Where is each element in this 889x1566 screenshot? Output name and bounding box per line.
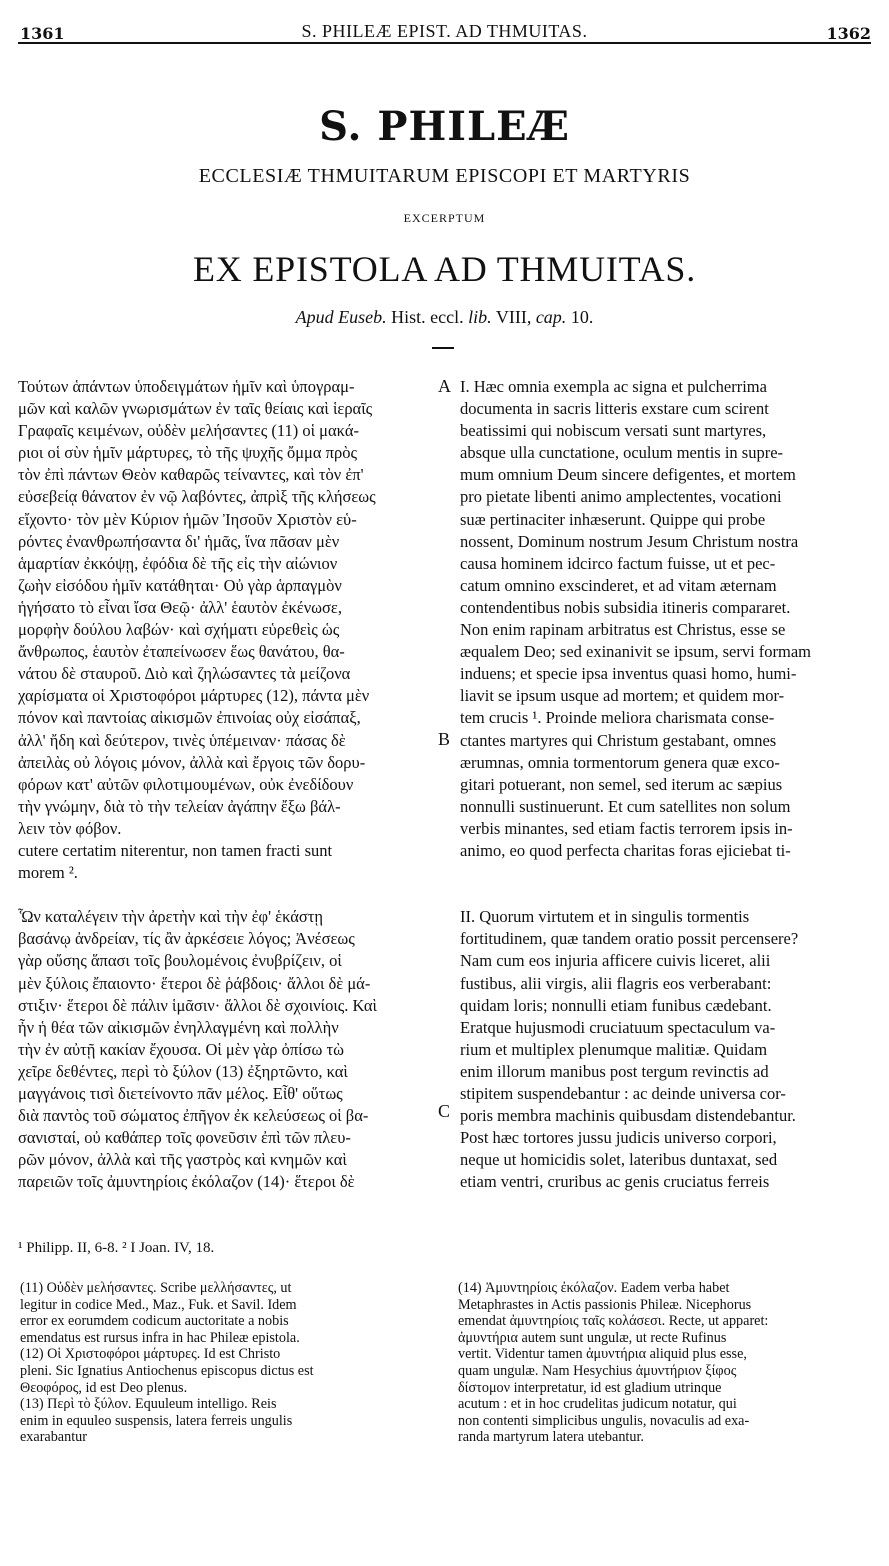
- footnotes-left: [20, 1280, 314, 1446]
- latin-text-line: stipitem suspendebantur : ac deinde universa cor-: [460, 1084, 786, 1103]
- footnote-line: emendat ἀμυντηρίοις ταῖς κολάσεσι. Recte, ut apparet:: [458, 1313, 769, 1330]
- greek-text-line: μορφὴν δούλου λαβών· καὶ σχήματι εὑρεθεὶς ὡς: [18, 620, 340, 640]
- greek-text-line: τὸν ἐπὶ πάντων Θεὸν καθαρῶς τείναντες, καὶ τὸν ἐπ': [18, 465, 364, 485]
- greek-text-line: ρῶν μόνον, ἀλλὰ καὶ τῆς γαστρὸς καὶ κνημῶν καὶ: [18, 1150, 347, 1170]
- footnote-line: acutum : et in hoc crudelitas judicum notatur, qui: [458, 1396, 737, 1413]
- footnote-line: (11) Οὐδὲν μελήσαντες. Scribe μελλήσαντες, ut: [20, 1280, 292, 1296]
- footnote-line: emendatus est rursus infra in hac Phileæ epistola.: [20, 1329, 300, 1346]
- footnote-line: Metaphrastes in Actis passionis Phileæ. Nicephorus: [458, 1296, 752, 1313]
- greek-text-line: πόνον καὶ παντοίας αἰκισμῶν ἐπινοίας οὐχ εἰσάπαξ,: [18, 708, 361, 728]
- latin-text-line: nonnulli sustinuerunt. Et cum satellites non solum: [460, 796, 791, 816]
- greek-text-line: λειν τὸν φόβον.: [18, 818, 122, 838]
- latin-text-line: Post hæc tortores jussu judicis universo corpori,: [460, 1128, 777, 1148]
- greek-text-line: μὲν ξύλοις ἔπαιοντο· ἕτεροι δὲ ῥάβδοις· ἄλλοι δὲ μά-: [18, 973, 371, 993]
- greek-text-line: εἴχοντο· τὸν μὲν Κύριον ἡμῶν Ἰησοῦν Χριστὸν εὑ-: [18, 509, 357, 529]
- footnote-line: quam ungulæ. Nam Hesychius ἀμυντήριον ξίφος: [458, 1362, 737, 1379]
- footnotes-right: [458, 1280, 768, 1446]
- page-number-left: 1361: [20, 24, 65, 43]
- source-lib-label: lib.: [468, 307, 492, 327]
- latin-text-line: Eratque hujusmodi cruciatuum spectaculum va-: [460, 1017, 776, 1037]
- latin-text-line: verbis minantes, sed etiam factis terrorem ipsis in-: [460, 818, 793, 838]
- greek-text-line: [18, 884, 438, 906]
- saint-title: S. PHILEÆ: [319, 103, 570, 150]
- greek-text-line: Γραφαῖς κειμένων, οὐδὲν μελήσαντες (11) οἱ μακά-: [18, 421, 359, 441]
- footnote-line: vertit. Videntur tamen ἀμυντήρια aliquid plus esse,: [458, 1346, 747, 1363]
- source-cap-label: cap.: [535, 307, 567, 327]
- excerptum-label: EXCERPTUM: [403, 211, 486, 225]
- latin-text-line: contendentibus nobis subsidia itineris compararet.: [460, 597, 791, 617]
- greek-text-line: τὴν γνώμην, διὰ τὸ τὴν τελείαν ἀγάπην ἔξω βάλ-: [18, 796, 341, 816]
- footnote-line: ἀμυντήρια autem sunt ungulæ, ut recte Rufinus: [458, 1329, 727, 1346]
- footnote-line: enim in equuleo suspensis, latera ferreis ungulis: [20, 1412, 293, 1429]
- footnote-line: (12) Οἱ Χριστοφόροι μάρτυρες. Id est Christo: [20, 1346, 281, 1363]
- header-rule: [18, 42, 871, 44]
- latin-text-line: quidam loris; nonnulli etiam funibus cædebant.: [460, 995, 772, 1015]
- footnote-line: δίστομον interpretatur, id est gladium utrinque: [458, 1379, 722, 1396]
- greek-text-line: εὐσεβείᾳ θάνατον ἐν νῷ λαβόντες, ἀπρὶξ τῆς κλήσεως: [18, 487, 376, 507]
- footnote-line: error ex eorumdem codicum auctoritate a nobis: [20, 1313, 289, 1330]
- latin-text-line: pro pietate libenti animo amplectentes, vocationi: [460, 487, 782, 507]
- margin-letter-b: B: [438, 729, 451, 749]
- latin-text-line: ctantes martyres qui Christum gestabant, omnes: [460, 730, 777, 750]
- subtitle: ECCLESIÆ THMUITARUM EPISCOPI ET MARTYRIS: [198, 165, 691, 187]
- source-work: Hist. eccl.: [386, 307, 469, 327]
- greek-text-line: ζωὴν εἰσόδου ἡμῖν κατάθηται· Οὐ γὰρ ἁρπαγμὸν: [18, 575, 342, 595]
- greek-text-line: ἦν ἡ θέα τῶν αἰκισμῶν ἐνηλλαγμένη καὶ πολλὴν: [18, 1017, 339, 1037]
- scripture-references: ¹ Philipp. II, 6-8. ² I Joan. IV, 18.: [18, 1240, 215, 1256]
- latin-text-line: causa hominem idcirco factum fuisse, ut et pec-: [460, 553, 776, 573]
- running-title: S. PHILEÆ EPIST. AD THMUITAS.: [301, 21, 588, 41]
- latin-text-line: absque ulla cunctatione, oculum mentis in supre-: [460, 443, 784, 463]
- latin-text-line: poris membra machinis quibusdam distendebantur.: [460, 1106, 796, 1126]
- greek-column: [18, 376, 438, 1193]
- latin-text-line: mum omnium Deum sincere defigentes, et mortem: [460, 465, 796, 485]
- greek-text-line: Τούτων ἁπάντων ὑποδειγμάτων ἡμῖν καὶ ὑπογραμ-: [18, 377, 355, 396]
- latin-text-line: æqualem Deo; sed exinanivit se ipsum, servi formam: [460, 642, 812, 662]
- latin-text-line: Non enim rapinam arbitratus est Christus, esse se: [460, 620, 786, 640]
- greek-text-line: μῶν καὶ καλῶν γνωρισμάτων ἐν ταῖς θείαις καὶ ἱεραῖς: [18, 399, 373, 419]
- greek-text-line: Ὧν καταλέγειν τὴν ἀρετὴν καὶ τὴν ἐφ' ἑκάστῃ: [18, 907, 324, 927]
- latin-text-line: nossent, Dominum nostrum Jesum Christum nostra: [460, 531, 799, 551]
- source-author: Apud Euseb.: [295, 307, 387, 327]
- greek-text-line: παρειῶν τοῖς ἀμυντηρίοις ἐκόλαζον (14)· ἕτεροι δὲ: [18, 1172, 355, 1192]
- latin-text-line: induens; et specie ipsa inventus quasi homo, humi-: [460, 664, 797, 684]
- greek-text-line: morem ².: [18, 863, 78, 883]
- greek-text-line: φόρων κατ' αὐτῶν φιλοτιμουμένων, οὐκ ἐνεδίδουν: [18, 774, 354, 794]
- greek-text-line: cutere certatim niterentur, non tamen fracti sunt: [18, 840, 333, 860]
- greek-text-line: τὴν ἐν αὐτῇ κακίαν ἔχουσα. Οἱ μὲν γὰρ ὀπίσω τὼ: [18, 1039, 344, 1059]
- latin-text-line: gitari potuerant, non semel, sed iterum ac sæpius: [460, 774, 783, 794]
- footnote-line: Θεοφόρος, id est Deo plenus.: [20, 1379, 188, 1396]
- greek-text-line: ἁμαρτίαν ἐκκόψῃ, ἐφόδια δὲ τῆς εἰς τὴν αἰώνιον: [18, 553, 338, 573]
- latin-text-line: fortitudinem, quæ tandem oratio possit percensere?: [460, 929, 799, 949]
- main-title: EX EPISTOLA AD THMUITAS.: [192, 249, 697, 289]
- latin-text-line: documenta in sacris litteris exstare cum scirent: [460, 399, 769, 419]
- page-number-right: 1362: [826, 24, 871, 43]
- greek-text-line: νάτου δὲ σταυροῦ. Διὸ καὶ ζηλώσαντες τὰ μείζονα: [18, 664, 351, 684]
- greek-text-line: γὰρ οὔσης ἅπασι τοῖς βουλομένοις ἐνυβρίζειν, οἱ: [18, 951, 342, 971]
- margin-letter-a: A: [438, 376, 451, 396]
- latin-text-line: [460, 884, 870, 906]
- greek-text-line: βασάνῳ ἀνδρείαν, τίς ἂν ἀρκέσειε λόγος; Ἀνέσεως: [18, 929, 355, 949]
- source-chapter: 10.: [566, 307, 594, 327]
- greek-text-line: σανισταί, οὐ καθάπερ τοῖς φονεῦσιν ἐπὶ τῶν πλευ-: [18, 1128, 351, 1148]
- greek-text-line: ἡγήσατο τὸ εἶναι ἴσα Θεῷ· ἀλλ' ἑαυτὸν ἐκένωσε,: [18, 597, 342, 617]
- greek-text-line: διὰ παντὸς τοῦ σώματος ἐπῆγον ἐκ κελεύσεως οἱ βα-: [18, 1106, 369, 1126]
- greek-text-line: χαρίσματα οἱ Χριστοφόροι μάρτυρες (12), πάντα μὲν: [18, 686, 370, 706]
- greek-text-line: στιξιν· ἕτεροι δὲ πάλιν ἱμᾶσιν· ἄλλοι δὲ σχοινίοις. Καὶ: [18, 995, 377, 1015]
- latin-text-line: catum omnino exscinderet, et ad vitam æternam: [460, 575, 777, 595]
- title-dash: [432, 347, 454, 349]
- latin-text-line: tem crucis ¹. Proinde meliora charismata conse-: [460, 708, 775, 728]
- footnote-line: randa martyrum latera utebantur.: [458, 1429, 644, 1446]
- greek-text-line: ἄνθρωπος, ἑαυτὸν ἐταπείνωσεν ἕως θανάτου, θα-: [18, 642, 345, 662]
- latin-text-line: suæ pertinaciter inhæserunt. Quippe qui probe: [460, 509, 766, 529]
- latin-text-line: II. Quorum virtutem et in singulis tormentis: [460, 907, 750, 927]
- greek-text-line: ρόντες ἐνανθρωπήσαντα δι' ἡμᾶς, ἵνα πᾶσαν μὲν: [18, 531, 340, 551]
- latin-text-line: Nam cum eos injuria afficere cuivis liceret, alii: [460, 951, 771, 971]
- latin-text-line: [460, 862, 870, 884]
- latin-text-line: enim illorum manibus post tergum revinctis ad: [460, 1061, 769, 1081]
- latin-text-line: rium et multiplex plenumque malitiæ. Quidam: [460, 1039, 768, 1059]
- greek-text-line: χεῖρε δεθέντες, περὶ τὸ ξύλον (13) ἐξηρτῶντο, καὶ: [18, 1061, 348, 1081]
- greek-text-line: ἀλλ' ἤδη καὶ δεύτερον, τινὲς ὑπέμειναν· πάσας δὲ: [18, 730, 346, 750]
- footnote-line: (13) Περὶ τὸ ξύλον. Equuleum intelligo. Reis: [20, 1396, 277, 1413]
- greek-text-line: μαγγάνοις τισὶ διετείνοντο πᾶν μέλος. Εἶθ' οὕτως: [18, 1084, 343, 1103]
- footnote-line: pleni. Sic Ignatius Antiochenus episcopus dictus est: [20, 1362, 314, 1379]
- footnote-line: legitur in codice Med., Maz., Fuk. et Savil. Idem: [20, 1296, 297, 1313]
- source-citation: [0, 307, 889, 328]
- latin-column: [460, 376, 870, 1193]
- margin-letter-c: C: [438, 1101, 451, 1121]
- source-book: VIII,: [491, 307, 536, 327]
- greek-text-line: ἀπειλὰς οὐ λόγοις μόνον, ἀλλὰ καὶ ἔργοις τῶν δορυ-: [18, 752, 366, 772]
- latin-text-line: neque ut homicidis solet, lateribus duntaxat, sed: [460, 1150, 778, 1170]
- footnote-line: exarabantur: [20, 1429, 87, 1446]
- latin-text-line: animo, eo quod perfecta charitas foras ejiciebat ti-: [460, 840, 791, 860]
- greek-text-line: ριοι οἱ σὺν ἡμῖν μάρτυρες, τὸ τῆς ψυχῆς ὄμμα πρὸς: [18, 443, 358, 463]
- latin-text-line: I. Hæc omnia exempla ac signa et pulcherrima: [460, 377, 767, 396]
- latin-text-line: etiam ventri, cruribus ac genis cruciatus ferreis: [460, 1172, 770, 1192]
- footnote-line: (14) Ἀμυντηρίοις ἐκόλαζον. Eadem verba habet: [458, 1280, 730, 1296]
- latin-text-line: liavit se ipsum usque ad mortem; et quidem mor-: [460, 686, 785, 706]
- latin-text-line: beatissimi qui nobiscum versati sunt martyres,: [460, 421, 767, 441]
- latin-text-line: fustibus, alii virgis, alii flagris eos verberabant:: [460, 973, 772, 993]
- footnote-line: non contenti simplicibus ungulis, novaculis ad exa-: [458, 1412, 750, 1429]
- latin-text-line: ærumnas, omnia tormentorum genera quæ exco-: [460, 752, 780, 772]
